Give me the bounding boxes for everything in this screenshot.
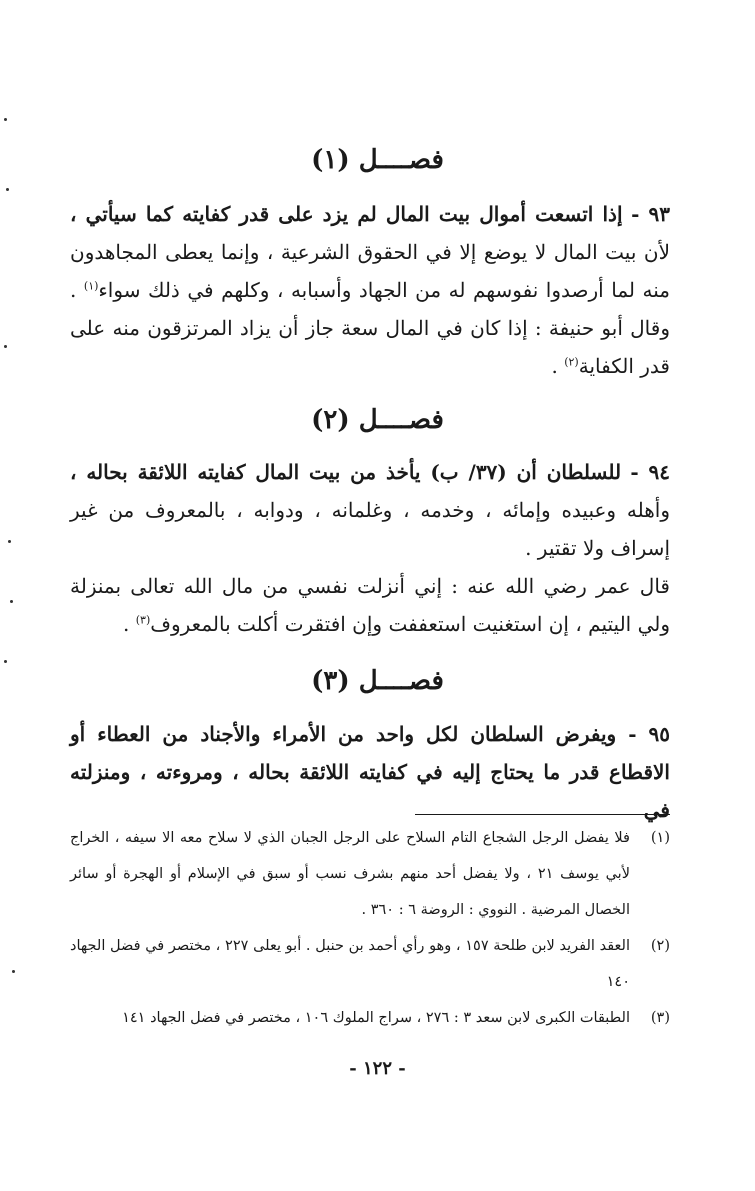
section-heading-2: فصــــل (٢) [311,405,444,435]
footnote-marker-3[interactable]: (٣) [135,613,151,627]
paragraph-lead: ويفرض السلطان لكل واحد من الأمراء والأجناد من العطاء أو الاقطاع قدر ما يحتاج إليه في كفايته اللائقة بحاله ، ومروءته ، ومنزلته في [70,722,670,822]
paragraph-lead: للسلطان أن (٣٧/ ب) يأخذ من بيت المال كفايته اللائقة بحاله ، [70,460,622,484]
footnote-text: العقد الفريد لابن طلحة ١٥٧ ، وهو رأي أحمد بن حنبل . أبو يعلى ٢٢٧ ، مختصر في فضل الجهاد ١٤٠ [70,938,630,990]
footnote-marker-2[interactable]: (٢) [564,355,579,369]
scan-speck [12,970,15,973]
paragraph-end: . [123,612,130,636]
scan-speck [4,345,7,348]
footnote-number: (١) [650,830,670,846]
quote-text: قال عمر رضي الله عنه : إني أنزلت نفسي من مال الله تعالى بمنزلة ولي اليتيم ، إن استغنيت استعففت وإن افتقرت أكلت بالمعروف [70,574,670,636]
section-heading-3: فصــــل (٣) [311,666,444,696]
scan-speck [8,540,11,543]
footnote-divider [415,814,670,815]
paragraph-text-continued: . وقال أبو حنيفة : إذا كان في المال سعة جاز أن يزاد المرتزقون منه على قدر الكفاية [70,278,670,378]
paragraph-number: ٩٥ - [628,722,670,746]
footnote-text: الطبقات الكبرى لابن سعد ٣ : ٢٧٦ ، سراج الملوك ١٠٦ ، مختصر في فضل الجهاد ١٤١ [122,1010,630,1026]
page-number: - ١٢٢ - [349,1058,406,1079]
paragraph-95 [70,715,670,829]
section-heading-1: فصــــل (١) [311,145,444,175]
scan-speck [4,660,7,663]
scan-speck [6,188,9,191]
paragraph-text: وأهله وعبيده وإمائه ، وخدمه ، وغلمانه ، ودوابه ، بالمعروف من غير إسراف ولا تقتير . [70,498,670,560]
footnote-3 [70,1000,670,1036]
paragraph-end: . [551,354,558,378]
scan-speck [4,118,7,121]
footnote-2 [70,928,670,1000]
footnote-1 [70,820,670,928]
footnote-text: فلا يفضل الرجل الشجاع التام السلاح على الرجل الجبان الذي لا سلاح معه الا سيفه ، الخراج لأبي يوسف ٢١ ، ولا يفضل أحد منهم بشرف نسب أو سبق في الإسلام أو الهجرة أو سائر الخصال المرضية . النووي : الروضة ٦ : ٣٦٠ . [70,830,630,918]
paragraph-text: لأن بيت المال لا يوضع إلا في الحقوق الشرعية ، وإنما يعطى المجاهدون منه لما أرصدوا نفوسهم له من الجهاد وأسبابه ، وكلهم في ذلك سواء [70,240,670,302]
footnotes [70,820,670,1036]
paragraph-93 [70,195,670,385]
paragraph-number: ٩٤ - [630,460,671,484]
footnote-marker-1[interactable]: (١) [83,279,99,293]
footnote-number: (٣) [650,1010,670,1026]
footnote-number: (٢) [650,938,670,954]
paragraph-number: ٩٣ - [631,202,670,226]
paragraph-lead: إذا اتسعت أموال بيت المال لم يزد على قدر كفايته كما سيأتي ، [70,202,623,226]
paragraph-94 [70,453,670,643]
scan-speck [10,600,13,603]
